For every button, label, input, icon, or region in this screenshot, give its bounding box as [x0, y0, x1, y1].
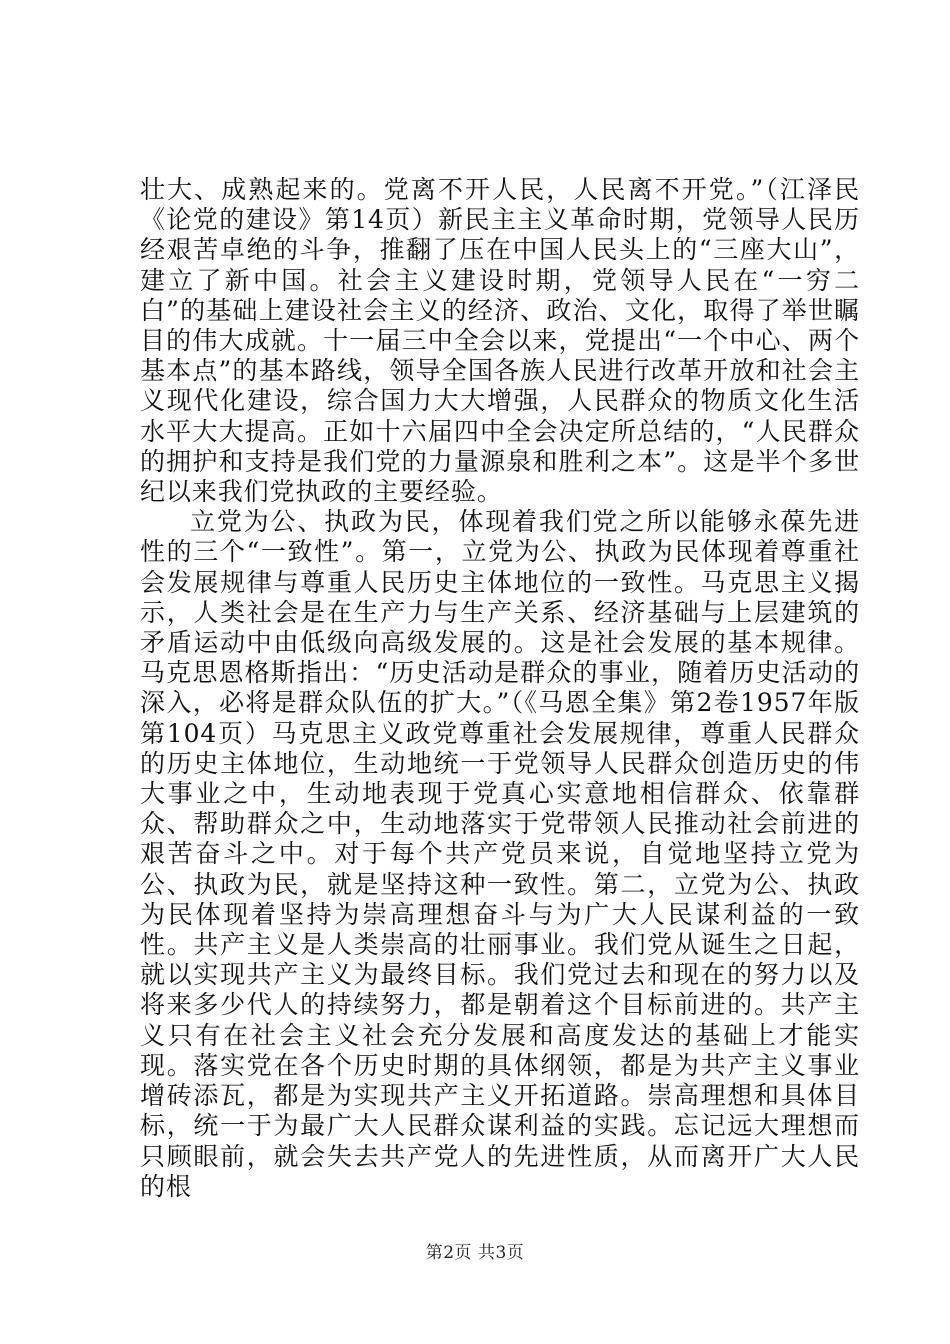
paragraph-1: 壮大、成熟起来的。党离不开人民，人民离不开党。”（江泽民《论党的建设》第14页）新民主主义革命时期，党领导人民历经艰苦卓绝的斗争，推翻了压在中国人民头上的“三座大山”，建立了新中国。社会主义建设时期，党领导人民在“一穷二白”的基础上建设社会主义的经济、政治、文化，取得了举世瞩目的伟大成就。十一届三中全会以来，党提出“一个中心、两个基本点”的基本路线，领导全国各族人民进行改革开放和社会主义现代化建设，综合国力大大增强，人民群众的物质文化生活水平大大提高。正如十六届四中全会决定所总结的，“人民群众的拥护和支持是我们党的力量源泉和胜利之本”。这是半个多世纪以来我们党执政的主要经验。: [140, 175, 860, 507]
document-body: [140, 175, 860, 1202]
page-footer: 第2页 共3页: [425, 1243, 525, 1263]
paragraph-2: 立党为公、执政为民，体现着我们党之所以能够永葆先进性的三个“一致性”。第一，立党为公、执政为民体现着尊重社会发展规律与尊重人民历史主体地位的一致性。马克思主义揭示，人类社会是在生产力与生产关系、经济基础与上层建筑的矛盾运动中由低级向高级发展的。这是社会发展的基本规律。马克思恩格斯指出：“历史活动是群众的事业，随着历史活动的深入，必将是群众队伍的扩大。”（《马恩全集》第2卷1957年版第104页）马克思主义政党尊重社会发展规律，尊重人民群众的历史主体地位，生动地统一于党领导人民群众创造历史的伟大事业之中，生动地表现于党真心实意地相信群众、依靠群众、帮助群众之中，生动地落实于党带领人民推动社会前进的艰苦奋斗之中。对于每个共产党员来说，自觉地坚持立党为公、执政为民，就是坚持这种一致性。第二，立党为公、执政为民体现着坚持为崇高理想奋斗与为广大人民谋利益的一致性。共产主义是人类崇高的壮丽事业。我们党从诞生之日起，就以实现共产主义为最终目标。我们党过去和现在的努力以及将来多少代人的持续努力，都是朝着这个目标前进的。共产主义只有在社会主义社会充分发展和高度发达的基础上才能实现。落实党在各个历史时期的具体纲领，都是为共产主义事业增砖添瓦，都是为实现共产主义开拓道路。崇高理想和具体目标，统一于为最广大人民群众谋利益的实践。忘记远大理想而只顾眼前，就会失去共产党人的先进性质，从而离开广大人民的根: [140, 507, 860, 1201]
